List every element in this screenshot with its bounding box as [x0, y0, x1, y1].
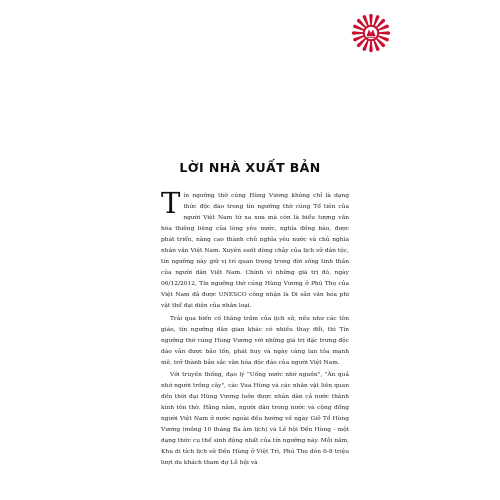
page-heading: LỜI NHÀ XUẤT BẢN	[179, 160, 321, 175]
paragraph-3: Với truyền thống, đạo lý "Uống nước nhớ nguồn", "Ăn quả nhớ người trồng cây", các Vua Hùng và các nhân vật liên quan đến thời đại Hùng Vương luôn được nhân dân cả nước thành kính tôn thờ. Hằng năm, người dân trong nước và cộng đồng người Việt Nam ở nước ngoài đều hướng về ngày Giỗ Tổ Hùng Vương (mồng 10 tháng Ba âm lịch) và Lễ hội Đền Hùng - một dạng thức cụ thể sinh động nhất của tín ngưỡng này. Mỗi năm, Khu di tích lịch sử Đền Hùng ở Việt Trì, Phú Thọ đón 6-8 triệu lượt du khách tham dự Lễ hội và	[161, 371, 349, 467]
publisher-star-emblem-icon	[349, 11, 393, 55]
preface-body	[161, 186, 349, 470]
paragraph-2: Trải qua biến cố thăng trầm của lịch sử, nếu như các tôn giáo, tín ngưỡng dân gian khác có nhiều thay đổi, thì Tín ngưỡng thờ cúng Hùng Vương với những giá trị đặc trưng độc đáo vẫn được bảo tồn, phát huy và ngày càng lan tỏa mạnh mẽ, trở thành bản sắc văn hóa độc đáo của người Việt Nam.	[161, 315, 349, 366]
paragraph-1-text: ín ngưỡng thờ cúng Hùng Vương không chỉ là dạng thức độc đáo trong tín ngưỡng thờ cúng Tổ tiên của người Việt Nam từ xa xưa mà còn là biểu tượng văn hóa thiêng liêng của lòng yêu nước, nghĩa đồng bào, được phát triển, nâng cao thành chủ nghĩa yêu nước và chủ nghĩa nhân văn Việt Nam. Xuyên suốt dòng chảy của lịch sử dân tộc, tín ngưỡng này giữ vị trí quan trọng trong đời sống tinh thần của người dân Việt Nam. Chính vì những giá trị đó, ngày 06/12/2012, Tín ngưỡng thờ cúng Hùng Vương ở Phú Thọ của Việt Nam đã được UNESCO công nhận là Di sản văn hóa phi vật thể đại diện của nhân loại.	[161, 193, 349, 310]
drop-cap: T	[161, 186, 181, 220]
paragraph-1	[161, 186, 349, 313]
